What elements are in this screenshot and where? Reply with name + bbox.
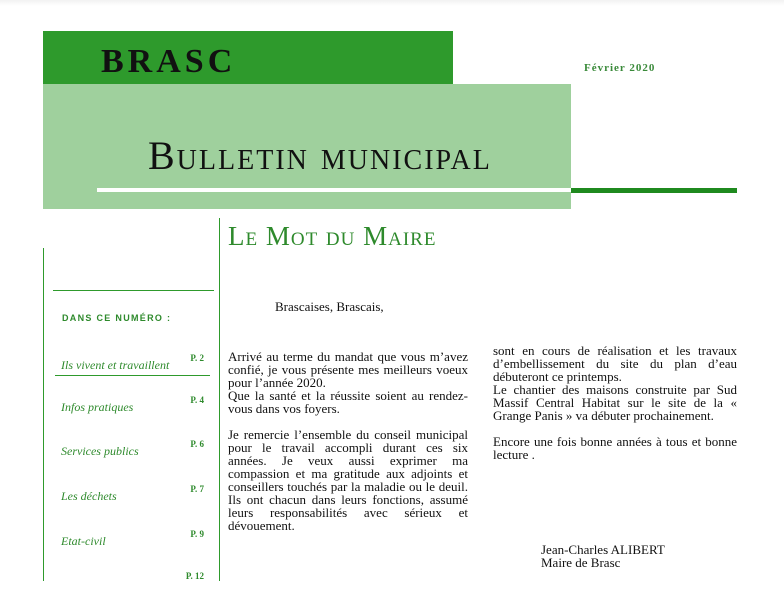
toc-item-page: P. 7 <box>190 484 204 494</box>
column-divider <box>219 218 220 581</box>
paragraph: sont en cours de réalisation et les travaux d’embellissement du site du plan d’eau débuteront ce printemps. <box>493 343 737 384</box>
toc-item-page: P. 6 <box>190 439 204 449</box>
toc-item-label: Services publics <box>61 444 139 458</box>
toc-heading: DANS CE NUMÉRO : <box>62 313 172 323</box>
paragraph: Que la santé et la réussite soient au rendez-vous dans vos foyers. <box>228 388 468 416</box>
paragraph: Arrivé au terme du mandat que vous m’avez confié, je vous présente mes meilleurs voeux pour l’année 2020. <box>228 349 468 390</box>
masthead-title: Bulletin municipal <box>148 133 492 178</box>
paragraph: Je remercie l’ensemble du conseil municipal pour le travail accompli durant ces six années. Je veux aussi exprimer ma compassion et ma gratitude aux adjoints et conseillers touchés par la maladie ou le deuil. Ils ont chacun dans leurs fonctions, assumé leurs responsabilités avec sérieux et dévouement. <box>228 427 468 533</box>
signature-role: Maire de Brasc <box>541 555 621 570</box>
toc-item-page: P. 9 <box>190 529 204 539</box>
top-shadow <box>0 0 784 6</box>
toc-item[interactable] <box>55 439 210 459</box>
toc-item[interactable] <box>55 353 210 373</box>
toc-item[interactable] <box>55 529 210 549</box>
article-greeting: Brascaises, Brascais, <box>275 299 384 314</box>
toc-item[interactable] <box>55 395 210 415</box>
toc-item[interactable] <box>55 484 210 504</box>
sidebar-top-rule <box>53 290 214 291</box>
masthead-brand: BRASC <box>101 43 237 80</box>
toc-item[interactable] <box>55 571 210 591</box>
toc-item-label: Ils vivent et travaillent <box>61 358 170 372</box>
toc-item-page: P. 12 <box>185 571 204 581</box>
toc-item-label: Les déchets <box>61 489 117 503</box>
paragraph: Le chantier des maisons construite par Sud Massif Central Habitat sur le site de la « Grange Panis » va débuter prochainement. <box>493 382 737 423</box>
article-title: Le Mot du Maire <box>228 221 437 251</box>
toc-item-page: P. 2 <box>190 353 204 363</box>
article-column-2 <box>493 344 737 461</box>
toc-item-underline <box>55 375 210 376</box>
signature-name: Jean-Charles ALIBERT <box>541 542 665 557</box>
masthead-rule-green <box>571 188 737 193</box>
masthead-rule-white <box>97 188 571 192</box>
article-column-1 <box>228 350 468 532</box>
sidebar-left-rule <box>43 248 44 581</box>
issue-date: Février 2020 <box>584 62 656 74</box>
toc-item-label: Etat-civil <box>61 534 106 548</box>
signature <box>541 543 665 569</box>
toc-item-label: Infos pratiques <box>61 400 134 414</box>
paragraph: Encore une fois bonne années à tous et bonne lecture . <box>493 434 737 462</box>
toc-item-page: P. 4 <box>190 395 204 405</box>
